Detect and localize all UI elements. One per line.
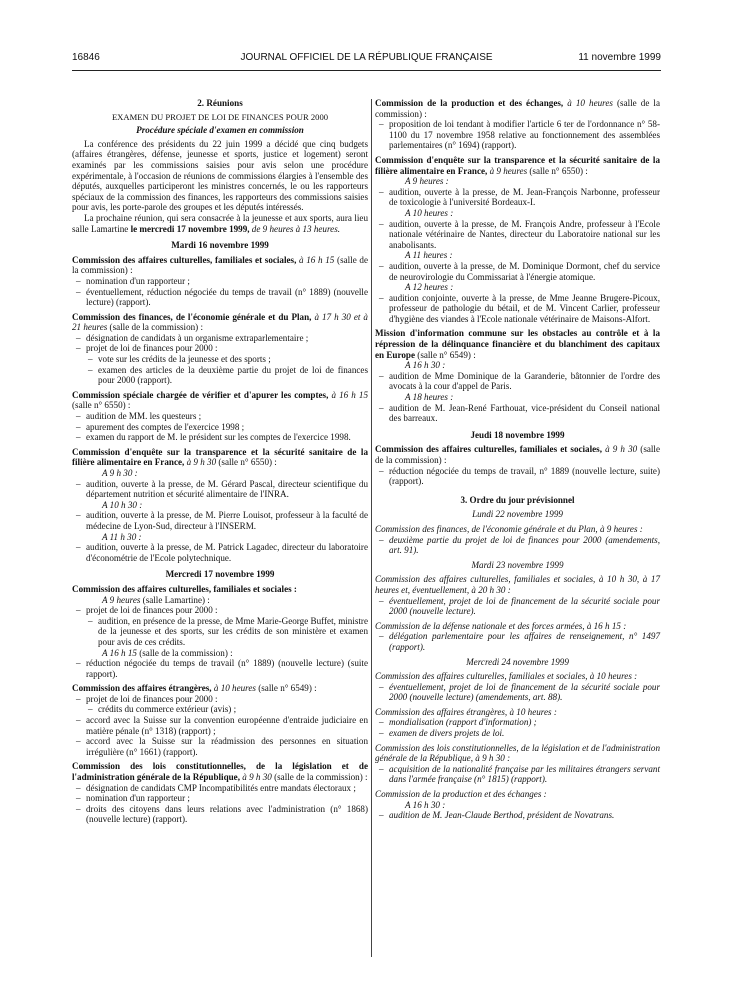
meeting-block: [375, 155, 660, 325]
day-heading: Lundi 22 novembre 1999: [472, 509, 563, 520]
agenda-subitem: – examen des articles de la deuxième partie du projet de loi de finances pour 2000 (rapport).: [72, 365, 368, 386]
meeting-block: [375, 444, 660, 486]
agenda-item: – réduction négociée du temps de travail, n° 1889 (nouvelle lecture, suite) (rapport).: [375, 466, 660, 487]
agenda-item: – nomination d'un rapporteur ;: [72, 793, 368, 804]
meeting-block: [375, 98, 660, 151]
agenda-item: – audition de M. Jean-René Farthouat, vice-président du Conseil national des barreaux.: [375, 403, 660, 424]
committee-heading: Commission de la défense nationale et des forces armées, à 16 h 15 :: [375, 620, 627, 631]
agenda-item: – droits des citoyens dans leurs relations avec l'administration (n° 1868) (nouvelle lecture) (rapport).: [72, 804, 368, 825]
day-heading: Mercredi 17 novembre 1999: [165, 569, 275, 580]
agenda-item: – proposition de loi tendant à modifier l'article 6 ter de l'ordonnance n° 58-1100 du 17 novembre 1958 relative au fonctionnement des assemblées parlementaires (n° 1694) (rapport).: [375, 119, 660, 151]
committee-heading: Commission des lois constitutionnelles, de la législation et de l'administration générale de la République, à 9 h 30 (salle de la commission) :: [72, 761, 368, 783]
agenda-item: – deuxième partie du projet de loi de finances pour 2000 (amendements, art. 91).: [375, 535, 660, 556]
committee-heading: Commission de la production et des échanges :: [375, 789, 547, 800]
agenda-item: – audition de MM. les questeurs ;: [72, 411, 368, 422]
meeting-block: [72, 584, 368, 679]
agenda-item: – acquisition de la nationalité française par les militaires étrangers servant dans l'armée française (n° 1815) (rapport).: [375, 764, 660, 785]
day-heading: Jeudi 18 novembre 1999: [470, 429, 565, 440]
time-slot: A 9 h 30 :: [102, 468, 138, 478]
left-column: [72, 98, 368, 825]
agenda-item: – projet de loi de finances pour 2000 :: [72, 343, 368, 354]
agenda-item: – mondialisation (rapport d'information) ;: [375, 717, 660, 728]
meeting-block: [375, 328, 660, 423]
column-divider: [371, 99, 372, 957]
agenda-item: – réduction négociée du temps de travail (n° 1889) (nouvelle lecture) (suite rapport).: [72, 658, 368, 679]
agenda-item: – audition de M. Jean-Claude Berthod, président de Novatrans.: [375, 810, 660, 821]
meeting-block: [72, 761, 368, 825]
committee-heading: Commission des affaires culturelles, familiales et sociales, à 16 h 15 (salle de la commission) :: [72, 254, 368, 276]
day-heading: Mardi 16 novembre 1999: [171, 240, 269, 251]
time-slot: A 16 h 15 (salle de la commission) :: [102, 647, 233, 658]
committee-heading: Commission d'enquête sur la transparence et la sécurité sanitaire de la filière alimentaire en France, à 9 heures (salle n° 6550) :: [375, 154, 660, 176]
agenda-item: – désignation de candidats CMP Incompatibilités entre mandats électoraux ;: [72, 783, 368, 794]
agenda-item: – éventuellement, projet de loi de financement de la sécurité sociale pour 2000 (nouvelle lecture) (amendements, art. 88).: [375, 682, 660, 703]
time-slot: A 16 h 30 :: [405, 360, 446, 371]
time-slot: A 9 heures :: [405, 176, 449, 187]
time-slot: A 11 h 30 :: [102, 531, 142, 542]
agenda-item: – projet de loi de finances pour 2000 :: [72, 605, 368, 616]
committee-heading: Commission des affaires culturelles, familiales et sociales, à 9 h 30 (salle de la commission) :: [375, 444, 660, 465]
agenda-item: – examen de divers projets de loi.: [375, 728, 660, 739]
time-slot: A 18 heures :: [405, 392, 454, 403]
agenda-item: – accord avec la Suisse sur la convention européenne d'entraide judiciaire en matière pénale (n° 1318) (rapport) ;: [72, 715, 368, 736]
agenda-item: – délégation parlementaire pour les affaires de renseignement, n° 1497 (rapport).: [375, 631, 660, 652]
section-title: 2. Réunions: [197, 98, 243, 108]
agenda-block: [375, 574, 660, 616]
agenda-subitem: – crédits du commerce extérieur (avis) ;: [72, 704, 368, 715]
agenda-item: – audition de Mme Dominique de la Garanderie, bâtonnier de l'ordre des avocats à la cour d'appel de Paris.: [375, 371, 660, 392]
agenda-item: – désignation de candidats à un organisme extraparlementaire ;: [72, 333, 368, 344]
committee-heading: Commission d'enquête sur la transparence et la sécurité sanitaire de la filière alimentaire en France, à 9 h 30 (salle n° 6550) :: [72, 446, 368, 468]
agenda-subitem: – audition, en présence de la presse, de Mme Marie-George Buffet, ministre de la jeunesse et des sports, sur les crédits de son ministère et examen pour avis de ces crédits.: [72, 616, 368, 648]
meeting-block: [72, 255, 368, 308]
committee-heading: Commission des affaires étrangères, à 10 heures (salle n° 6549) :: [72, 683, 317, 694]
agenda-block: [375, 621, 660, 653]
section-title: 3. Ordre du jour prévisionnel: [460, 494, 575, 505]
agenda-item: – audition, ouverte à la presse, de M. François Andre, professeur à l'Ecole nationale vétérinaire de Nantes, directeur du Laboratoire national sur les anabolisants.: [375, 219, 660, 251]
agenda-item: – audition, ouverte à la presse, de M. Pierre Louisot, professeur à la faculté de médecine de Lyon-Sud, directeur à l'INSERM.: [72, 510, 368, 531]
agenda-subitem: – vote sur les crédits de la jeunesse et des sports ;: [72, 354, 368, 365]
day-heading: Mercredi 24 novembre 1999: [466, 656, 569, 667]
page-number: 16846: [72, 52, 100, 63]
day-heading: Mardi 23 novembre 1999: [471, 559, 564, 570]
committee-heading: Mission d'information commune sur les obstacles au contrôle et à la répression de la délinquance financière et du blanchiment des capitaux en Europe (salle n° 6549) :: [375, 328, 660, 360]
subtitle: EXAMEN DU PROJET DE LOI DE FINANCES POUR 2000: [111, 111, 329, 122]
time-slot: A 12 heures :: [405, 282, 454, 293]
committee-heading: Commission de la production et des échanges, à 10 heures (salle de la commission) :: [375, 98, 660, 119]
agenda-block: [375, 743, 660, 785]
issue-date: 11 novembre 1999: [578, 52, 661, 63]
committee-heading: Commission des lois constitutionnelles, de la législation et de l'administration générale de la République, à 9 h 30 :: [375, 742, 660, 764]
committee-heading: Commission des affaires étrangères, à 10 heures :: [375, 706, 557, 717]
time-slot: A 11 heures :: [405, 250, 453, 261]
agenda-item: – audition conjointe, ouverte à la presse, de Mme Jeanne Brugere-Picoux, professeur de pathologie du bétail, et de M. Vincent Carlier, professeur d'hygiène des viandes à l'Ecole nationale vétérinaire de Maisons-Alfort.: [375, 293, 660, 325]
committee-heading: Commission des finances, de l'économie générale et du Plan, à 9 heures :: [375, 523, 643, 534]
time-slot: A 10 h 30 :: [102, 499, 143, 510]
time-slot: A 16 h 30 :: [405, 799, 446, 810]
meeting-block: [72, 312, 368, 386]
agenda-item: – accord avec la Suisse sur la réadmission des personnes en situation irrégulière (n° 1661) (rapport).: [72, 736, 368, 757]
time-slot: A 9 heures (salle Lamartine) :: [102, 594, 210, 605]
agenda-item: – éventuellement, réduction négociée du temps de travail (n° 1889) (nouvelle lecture) (rapport).: [72, 287, 368, 308]
agenda-block: [375, 671, 660, 703]
right-column: [375, 98, 660, 821]
procedure-title: Procédure spéciale d'examen en commission: [136, 125, 304, 136]
agenda-block: [375, 707, 660, 739]
page-header: [72, 52, 661, 66]
meeting-block: [72, 390, 368, 443]
agenda-item: – éventuellement, projet de loi de financement de la sécurité sociale pour 2000 (nouvelle lecture).: [375, 596, 660, 617]
committee-heading: Commission spéciale chargée de vérifier et d'apurer les comptes, à 16 h 15 (salle n° 6550) :: [72, 389, 368, 411]
committee-heading: Commission des affaires culturelles, familiales et sociales, à 10 h 30, à 17 heures et, éventuellement, à 20 h 30 :: [375, 574, 660, 595]
header-rule: [72, 70, 661, 71]
agenda-item: – audition, ouverte à la presse, de M. Patrick Lagadec, directeur du laboratoire d'économétrie de l'Ecole polytechnique.: [72, 542, 368, 563]
committee-heading: Commission des finances, de l'économie générale et du Plan, à 17 h 30 et à 21 heures (salle de la commission) :: [72, 311, 368, 333]
agenda-block: [375, 524, 660, 556]
committee-heading: Commission des affaires culturelles, familiales et sociales, à 10 heures :: [375, 671, 638, 682]
agenda-item: – audition, ouverte à la presse, de M. Dominique Dormont, chef du service de neurovirologie du Commissariat à l'énergie atomique.: [375, 261, 660, 282]
agenda-item: – audition, ouverte à la presse, de M. Gérard Pascal, directeur scientifique du département nutrition et sécurité alimentaire de l'INRA.: [72, 479, 368, 500]
meeting-block: [72, 447, 368, 564]
meeting-block: [72, 683, 368, 757]
agenda-item: – audition, ouverte à la presse, de M. Jean-François Narbonne, professeur de toxicologie à l'université Bordeaux-I.: [375, 187, 660, 208]
agenda-item: – examen du rapport de M. le président sur les comptes de l'exercice 1998.: [72, 432, 368, 443]
journal-title: JOURNAL OFFICIEL DE LA RÉPUBLIQUE FRANÇAISE: [240, 52, 493, 63]
agenda-item: – nomination d'un rapporteur ;: [72, 276, 368, 287]
intro-paragraph: La conférence des présidents du 22 juin 1999 a décidé que cinq budgets (affaires étrangères, défense, jeunesse et sports, justice et logement) seront examinés par les commissions saisies pour avis selon une procédure expérimentale, à l'occasion de réunions de commissions élargies à l'ensemble des députés, auxquelles participeront les ministres concernés, le ou les rapporteurs spéciaux de la commission des finances, les rapporteurs des commissions saisies pour avis, les porte-parole des groupes et les députés intéressés.: [72, 138, 368, 213]
next-meeting-paragraph: La prochaine réunion, qui sera consacrée à la jeunesse et aux sports, aura lieu salle Lamartine le mercredi 17 novembre 1999, de 9 heures à 13 heures.: [72, 212, 368, 234]
agenda-item: – projet de loi de finances pour 2000 :: [72, 694, 368, 705]
committee-heading: Commission des affaires culturelles, familiales et sociales :: [72, 583, 297, 594]
time-slot: A 10 heures :: [405, 207, 454, 218]
agenda-item: – apurement des comptes de l'exercice 1998 ;: [72, 422, 368, 433]
agenda-block: [375, 789, 660, 821]
